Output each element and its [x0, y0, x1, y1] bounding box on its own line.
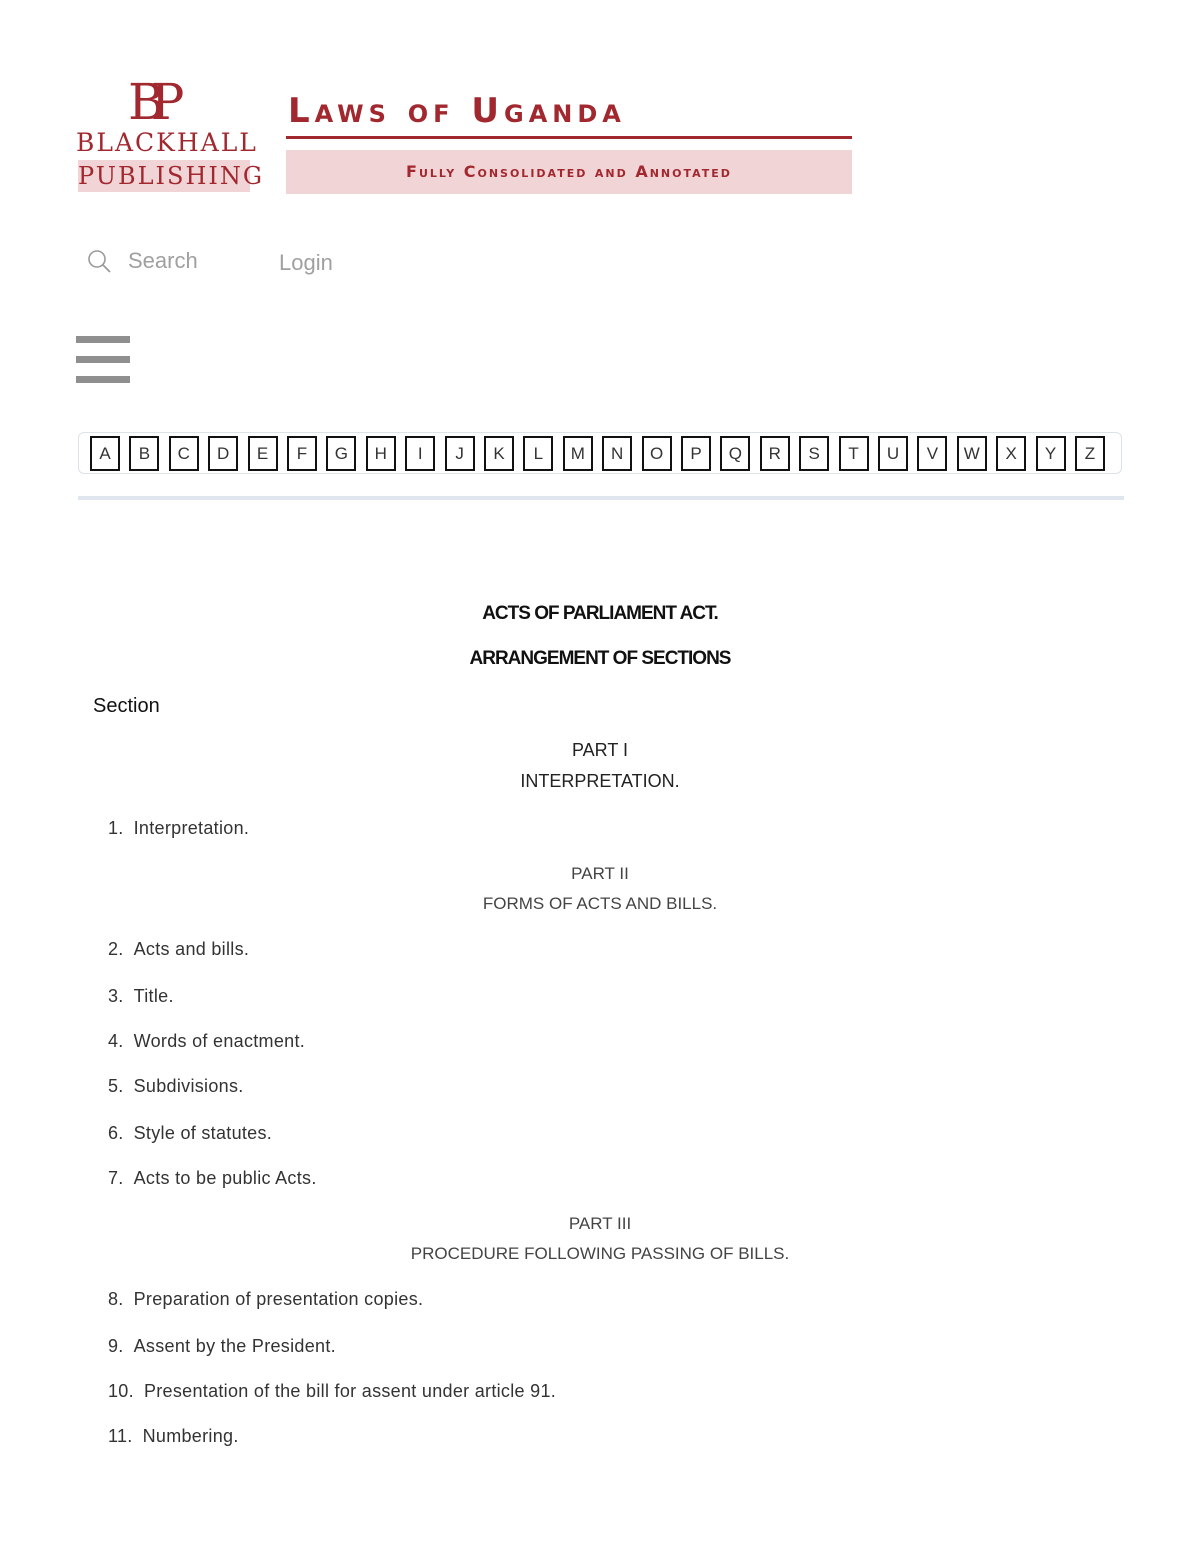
list-item[interactable]	[108, 1120, 272, 1146]
publisher-monogram: BP	[128, 73, 171, 131]
site-logo[interactable]	[286, 88, 852, 194]
alphabet-letter-u[interactable]: U	[878, 436, 908, 471]
item-number: 2.	[108, 939, 124, 959]
item-text: Words of enactment.	[133, 1031, 306, 1051]
search-icon[interactable]	[86, 248, 112, 274]
part-number: PART III	[568, 1214, 632, 1233]
alphabet-letter-i[interactable]: I	[405, 436, 435, 471]
item-text: Interpretation.	[133, 818, 250, 838]
alphabet-letter-d[interactable]: D	[208, 436, 238, 471]
alphabet-letter-r[interactable]: R	[760, 436, 790, 471]
document-subtitle: ARRANGEMENT OF SECTIONS	[469, 648, 731, 669]
item-number: 1.	[108, 818, 124, 838]
site-subtitle: Fully Consolidated and Annotated	[286, 150, 852, 194]
section-label: Section	[93, 695, 160, 717]
item-number: 5.	[108, 1076, 124, 1096]
list-item[interactable]	[108, 936, 249, 962]
item-text: Numbering.	[142, 1426, 239, 1446]
alphabet-letter-x[interactable]: X	[996, 436, 1026, 471]
alphabet-letter-z[interactable]: Z	[1075, 436, 1105, 471]
alphabet-letter-j[interactable]: J	[445, 436, 475, 471]
alphabet-letter-o[interactable]: O	[642, 436, 672, 471]
alphabet-letter-h[interactable]: H	[366, 436, 396, 471]
alphabet-letter-w[interactable]: W	[957, 436, 987, 471]
hamburger-line	[76, 336, 130, 343]
alphabet-letter-y[interactable]: Y	[1036, 436, 1066, 471]
list-item[interactable]	[108, 983, 174, 1009]
hamburger-line	[76, 376, 130, 383]
alphabet-letter-b[interactable]: B	[129, 436, 159, 471]
alphabet-letter-k[interactable]: K	[484, 436, 514, 471]
alphabet-letter-f[interactable]: F	[287, 436, 317, 471]
alphabet-letter-l[interactable]: L	[523, 436, 553, 471]
item-text: Title.	[133, 986, 174, 1006]
item-number: 7.	[108, 1168, 124, 1188]
item-number: 9.	[108, 1336, 124, 1356]
alphabet-index	[78, 432, 1122, 474]
part-number: PART I	[571, 740, 629, 760]
list-item[interactable]	[108, 1378, 556, 1404]
item-number: 4.	[108, 1031, 124, 1051]
site-title: Laws of Uganda	[288, 91, 626, 131]
item-text: Acts and bills.	[133, 939, 250, 959]
list-item[interactable]	[108, 1333, 336, 1359]
alphabet-letter-e[interactable]: E	[248, 436, 278, 471]
list-item[interactable]	[108, 1028, 305, 1054]
item-text: Style of statutes.	[133, 1123, 273, 1143]
alphabet-letter-g[interactable]: G	[326, 436, 356, 471]
alphabet-letter-v[interactable]: V	[917, 436, 947, 471]
publisher-name-line1: BLACKHALL	[76, 128, 258, 157]
item-text: Presentation of the bill for assent under article 91.	[143, 1381, 557, 1401]
item-text: Acts to be public Acts.	[133, 1168, 317, 1188]
list-item[interactable]	[108, 1165, 317, 1191]
list-item[interactable]	[108, 815, 249, 841]
item-number: 10.	[108, 1381, 134, 1401]
site-title-rule	[286, 136, 852, 139]
alphabet-letter-s[interactable]: S	[799, 436, 829, 471]
hamburger-line	[76, 356, 130, 363]
item-number: 6.	[108, 1123, 124, 1143]
alphabet-letter-n[interactable]: N	[602, 436, 632, 471]
alphabet-letter-m[interactable]: M	[563, 436, 593, 471]
item-number: 8.	[108, 1289, 124, 1309]
alphabet-letter-c[interactable]: C	[169, 436, 199, 471]
part-name: INTERPRETATION.	[520, 771, 680, 791]
list-item[interactable]	[108, 1423, 239, 1449]
item-number: 3.	[108, 986, 124, 1006]
list-item[interactable]	[108, 1073, 244, 1099]
publisher-logo[interactable]	[76, 73, 265, 196]
login-link[interactable]: Login	[279, 250, 333, 275]
list-item[interactable]	[108, 1286, 423, 1312]
part-name: FORMS OF ACTS AND BILLS.	[482, 894, 718, 913]
search-bar	[86, 244, 248, 278]
alphabet-letter-t[interactable]: T	[839, 436, 869, 471]
alphabet-letter-a[interactable]: A	[90, 436, 120, 471]
part-name: PROCEDURE FOLLOWING PASSING OF BILLS.	[410, 1244, 790, 1263]
alphabet-letter-q[interactable]: Q	[720, 436, 750, 471]
document-title: ACTS OF PARLIAMENT ACT.	[482, 603, 718, 624]
item-text: Subdivisions.	[133, 1076, 244, 1096]
divider	[78, 496, 1124, 500]
hamburger-menu-icon[interactable]	[76, 336, 130, 384]
item-text: Assent by the President.	[133, 1336, 336, 1356]
search-input[interactable]	[128, 248, 248, 274]
publisher-name-line2: PUBLISHING	[78, 162, 265, 190]
item-text: Preparation of presentation copies.	[133, 1289, 424, 1309]
alphabet-letter-p[interactable]: P	[681, 436, 711, 471]
item-number: 11.	[108, 1426, 133, 1446]
part-number: PART II	[571, 864, 629, 883]
